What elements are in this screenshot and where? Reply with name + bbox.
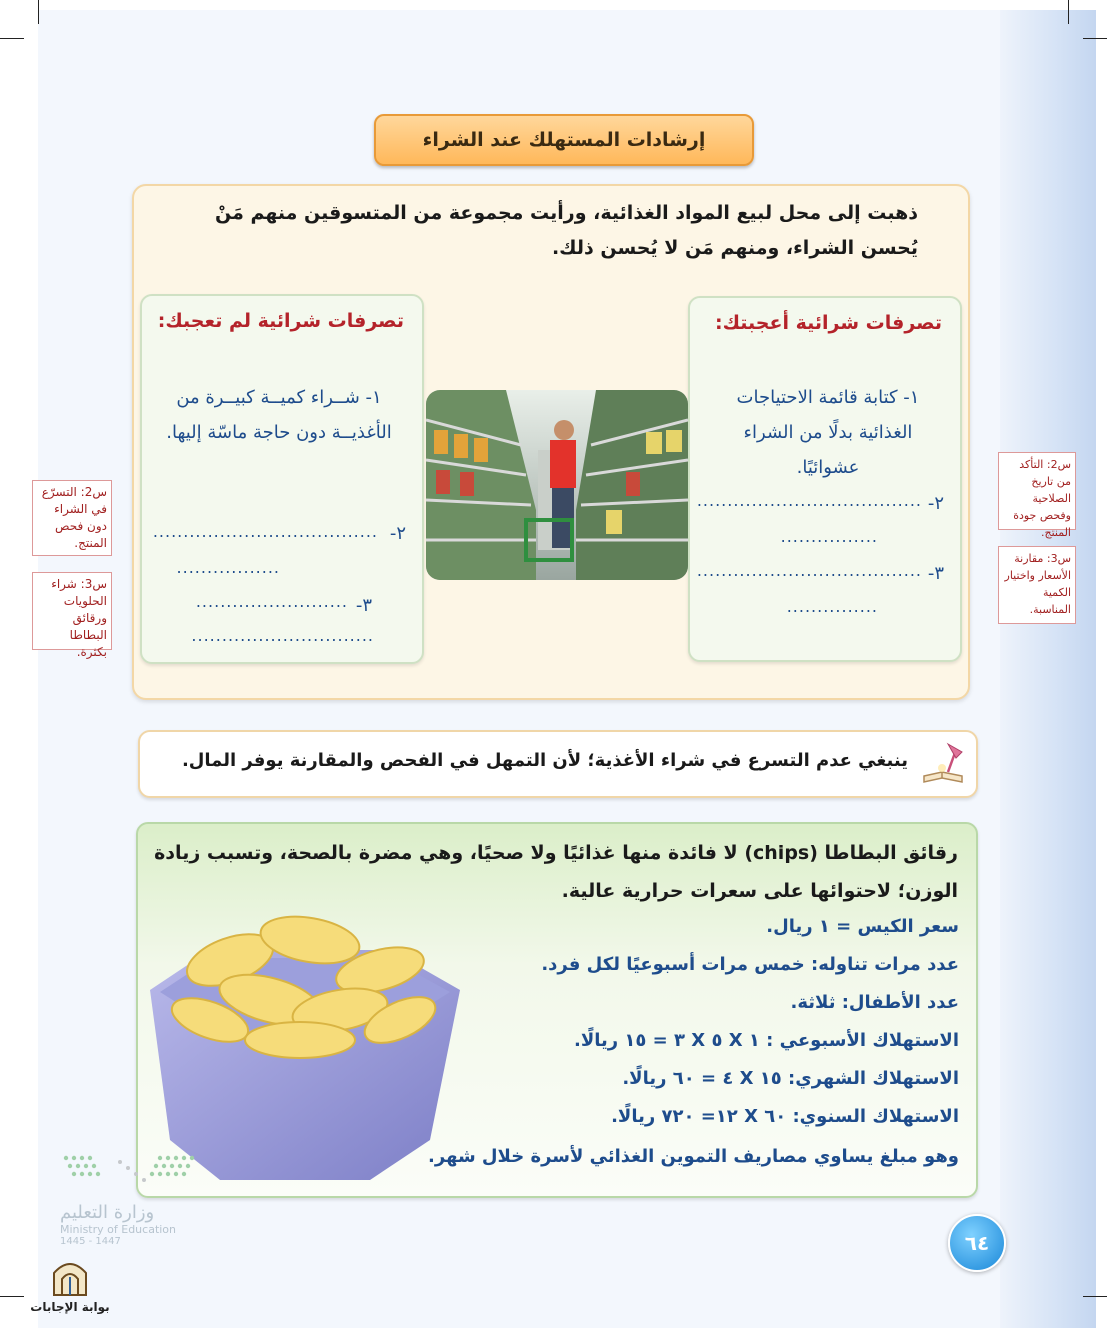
ministry-logo — [60, 1150, 200, 1247]
ministry-name-en: Ministry of Education — [60, 1223, 177, 1236]
chips-line-monthly: الاستهلاك الشهري: ١٥ X ٤ = ٦٠ ريالًا. — [622, 1068, 959, 1089]
section-title — [374, 114, 754, 166]
chips-line-weekly: الاستهلاك الأسبوعي : ١ X ٥ X ٣ = ١٥ ريالًا. — [574, 1030, 959, 1051]
page-number: ٦٤ — [948, 1214, 1006, 1272]
liked-actions-title: تصرفات شرائية أعجبتك: — [715, 312, 942, 334]
liked-item-3-number: ٣- — [927, 563, 944, 584]
watermark-text: بوابة الإجابات — [30, 1300, 110, 1314]
answer-line[interactable]: ..................................... — [696, 491, 922, 510]
disliked-actions-box — [140, 294, 424, 664]
tip-box — [138, 730, 978, 798]
section-title-text: إرشادات المستهلك عند الشراء — [422, 129, 706, 151]
mosque-logo-icon — [50, 1255, 90, 1297]
chips-line-price: سعر الكيس = ١ ريال. — [766, 916, 959, 937]
answer-line[interactable]: .............................. — [191, 626, 374, 645]
chips-line-yearly: الاستهلاك السنوي: ٦٠ X ١٢= ٧٢٠ ريالًا. — [611, 1106, 959, 1127]
chips-line-conclusion: وهو مبلغ يساوي مصاريف التموين الغذائي لأسرة خلال شهر. — [428, 1146, 959, 1167]
chips-intro: رقائق البطاطا (chips) لا فائدة منها غذائيًا ولا صحيًا، وهي مضرة بالصحة، وتسبب زيادة الوزن؛ لاحتوائها على سعرات حرارية عالية. — [154, 842, 958, 902]
lamp-book-icon — [918, 738, 968, 788]
answer-line[interactable]: ......................... — [195, 592, 348, 611]
side-note-right-2: س3: مقارنة الأسعار واختيار الكمية المناسبة. — [998, 546, 1076, 624]
liked-actions-box — [688, 296, 962, 662]
liked-item-1: ١- كتابة قائمة الاحتياجات الغذائية بدلًا من الشراء عشوائيًا. — [736, 387, 920, 478]
watermark — [30, 1255, 110, 1314]
disliked-item-2-number: ٢- — [389, 523, 406, 544]
side-note-right-1: س2: التأكد من تاريخ الصلاحية وفحص جودة المنتج. — [998, 452, 1076, 530]
side-note-left-1: س2: التسرّع في الشراء دون فحص المنتج. — [32, 480, 112, 556]
answer-line[interactable]: ..................................... — [696, 561, 922, 580]
crop-mark — [0, 1296, 24, 1297]
disliked-item-3-number: ٣- — [355, 595, 372, 616]
chips-line-frequency: عدد مرات تناوله: خمس مرات أسبوعيًا لكل فرد. — [541, 954, 959, 975]
crop-mark — [1083, 38, 1107, 39]
side-note-left-2: س3: شراء الحلويات ورقائق البطاطا بكثرة. — [32, 572, 112, 650]
crop-mark — [38, 0, 39, 24]
tip-text: ينبغي عدم التسرع في شراء الأغذية؛ لأن التمهل في الفحص والمقارنة يوفر المال. — [181, 750, 908, 771]
crop-mark — [1083, 1296, 1107, 1297]
disliked-actions-title: تصرفات شرائية لم تعجبك: — [157, 310, 404, 332]
intro-text: ذهبت إلى محل لبيع المواد الغذائية، ورأيت مجموعة من المتسوقين منهم مَنْ يُحسن الشراء، ومنهم مَن لا يُحسن ذلك. — [215, 202, 918, 259]
crop-mark — [1068, 0, 1069, 24]
edition-years: 1445 - 1447 — [60, 1236, 121, 1247]
chips-line-children: عدد الأطفال: ثلاثة. — [790, 992, 959, 1013]
answer-line[interactable]: ............... — [786, 597, 878, 616]
chips-bowl-image — [140, 900, 470, 1190]
answer-line[interactable]: ................. — [176, 558, 280, 577]
side-margin — [1000, 10, 1096, 1328]
disliked-item-1: ١- شــراء كميــة كبيــرة من الأغذيــة دون حاجة ماسّة إليها. — [166, 387, 392, 443]
ministry-name-ar: وزارة التعليم — [60, 1202, 155, 1223]
crop-mark — [0, 38, 24, 39]
answer-line[interactable]: ................ — [780, 527, 878, 546]
answer-line[interactable]: ..................................... — [152, 522, 378, 541]
supermarket-photo — [426, 390, 688, 580]
liked-item-2-number: ٢- — [927, 493, 944, 514]
